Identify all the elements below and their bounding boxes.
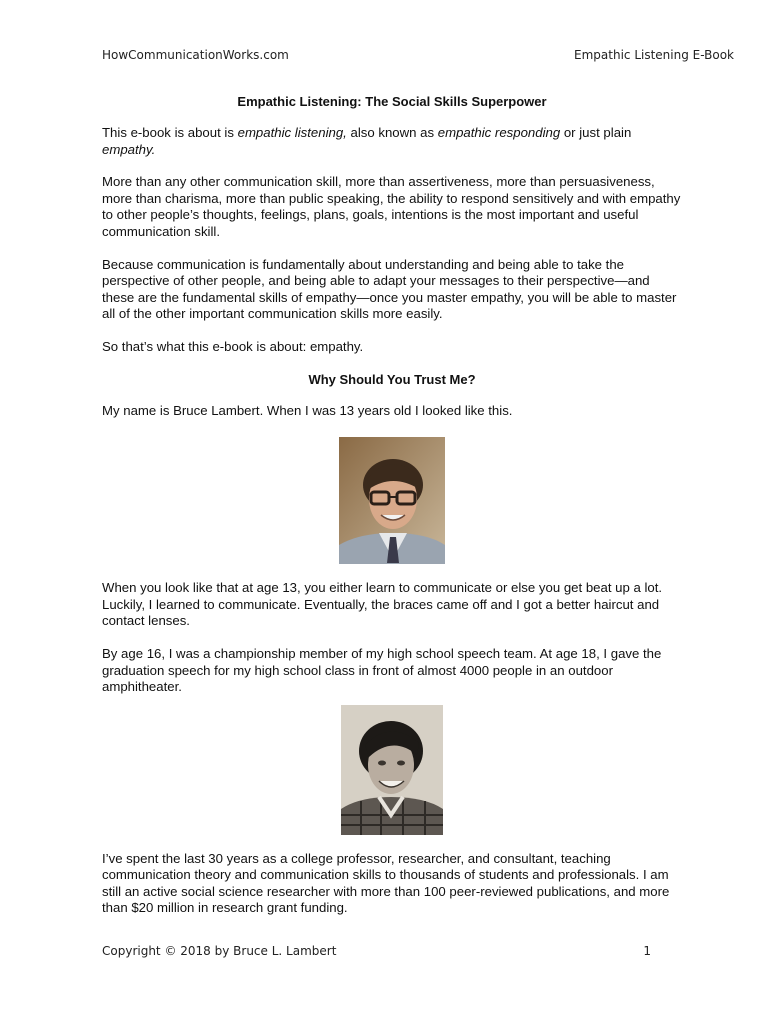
page-header [102,48,734,62]
paragraph-speech: By age 16, I was a championship member of my high school speech team. At age 18, I gave the graduation speech for my high school class in front of almost 4000 people in an outdoor amphitheater. [102,645,662,695]
photo-age-13 [339,437,445,564]
footer-page-number: 1 [643,944,651,958]
intro-emphasis-1: empathic listening, [237,125,347,140]
intro-paragraph [102,125,682,158]
paragraph-career: I’ve spent the last 30 years as a college professor, researcher, and consultant, teaching communication theory and communication skills to thousands of students and professionals. I am still an active social science researcher with more than 100 peer-reviewed publications, and more than $20 million in research grant funding. [102,850,670,916]
intro-text-2: also known as [346,125,438,140]
intro-emphasis-2: empathic responding [437,125,561,140]
footer-copyright: Copyright © 2018 by Bruce L. Lambert [102,944,337,958]
photo-age-16 [341,705,443,835]
paragraph-summary: So that’s what this e-book is about: empathy. [102,338,364,354]
header-book-title: Empathic Listening E-Book [574,48,734,62]
paragraph-perspective: Because communication is fundamentally about understanding and being able to take the perspective of other people, and being able to adapt your messages to their perspective—and these are the fundamental skills of empathy—once you master empathy, you will be able to master all of the other important communication skills more easily. [102,256,677,322]
section-title-trust: Why Should You Trust Me? [308,371,476,387]
document-body [102,94,682,917]
header-site: HowCommunicationWorks.com [102,48,289,62]
intro-emphasis-3: empathy. [102,141,156,157]
document-title: Empathic Listening: The Social Skills Superpower [237,94,547,109]
paragraph-importance: More than any other communication skill, more than assertiveness, more than persuasiveness, more than charisma, more than public speaking, the ability to respond sensitively and with empathy to other people’s thoughts, feelings, plans, goals, intentions is the most important and useful communication skill. [102,174,681,239]
paragraph-learned: When you look like that at age 13, you either learn to communicate or else you get beat up a lot. Luckily, I learned to communicate. Eventually, the braces came off and I got a better haircut and contact lenses. [102,580,663,629]
paragraph-intro-name: My name is Bruce Lambert. When I was 13 years old I looked like this. [102,402,513,418]
intro-text-1: This e-book is about is [102,125,238,140]
page-footer [102,944,651,958]
intro-text-3: or just plain [560,125,632,140]
